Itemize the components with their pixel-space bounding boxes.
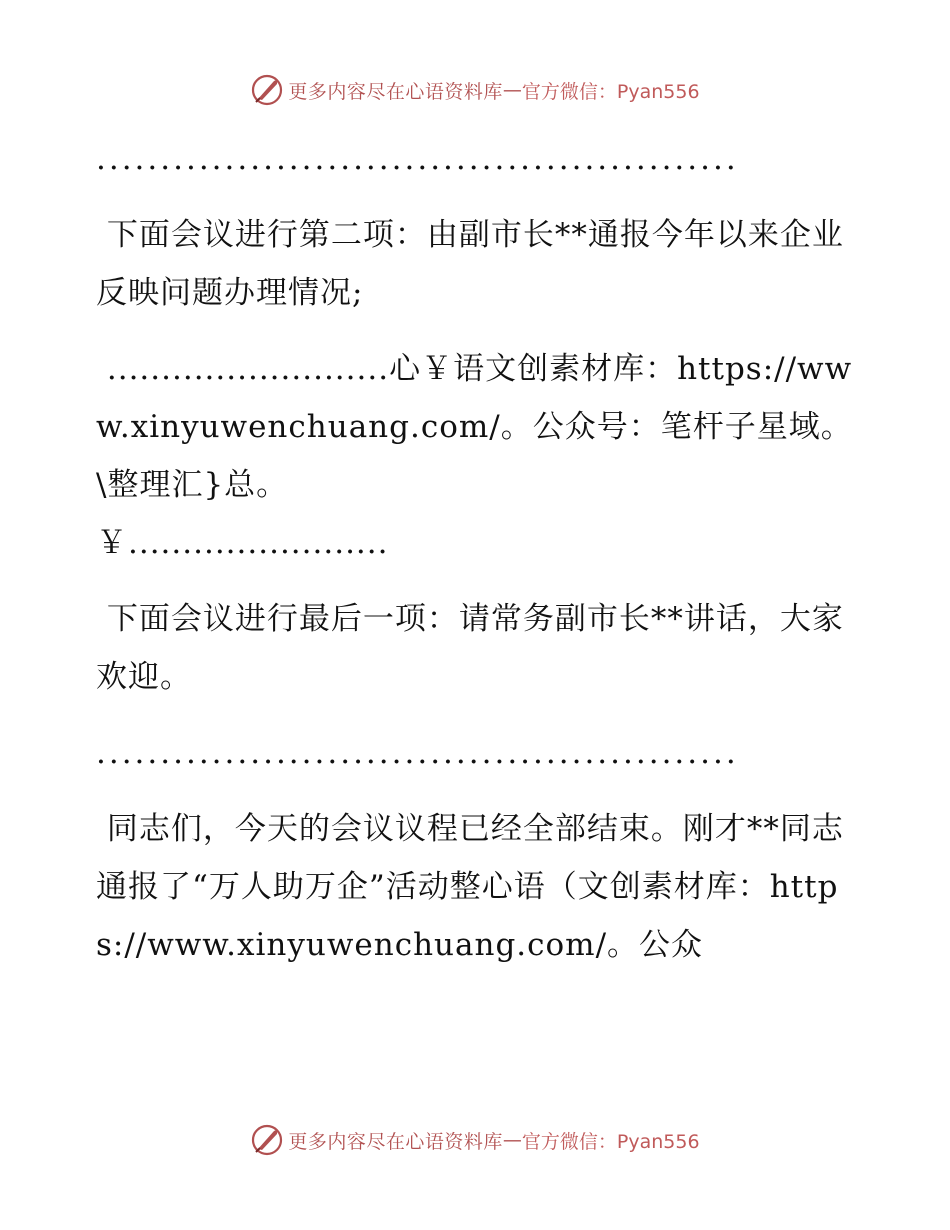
header-banner (0, 70, 950, 110)
footer-text: 更多内容尽在心语资料库 (288, 1130, 503, 1153)
paragraph-watermark: ..........................心￥语文创素材库：https://www.xinyuwenchuang.com/。公众号：笔杆子星域。\整理汇}总。 (96, 351, 853, 503)
quill-pen-logo-icon (250, 1123, 284, 1157)
dots-line-1: .................................................. (96, 141, 739, 177)
document-body (96, 130, 856, 978)
paragraph-final-item: 下面会议进行最后一项：请常务副市长**讲话，大家欢迎。 (96, 601, 844, 695)
footer-account: 官方微信：Pyan556 (521, 1130, 700, 1153)
footer-banner (0, 1120, 950, 1160)
quill-pen-logo-icon (250, 73, 284, 107)
header-account: 官方微信：Pyan556 (521, 80, 700, 103)
dots-line-2: .................................................. (96, 735, 739, 771)
header-text: 更多内容尽在心语资料库 (288, 80, 503, 103)
paragraph-item-two: 下面会议进行第二项：由副市长**通报今年以来企业反映问题办理情况; (96, 217, 844, 311)
header-separator: — (502, 79, 522, 101)
paragraph-watermark-tail: ￥........................ (96, 525, 389, 561)
footer-separator: — (502, 1129, 522, 1151)
paragraph-closing: 同志们，今天的会议议程已经全部结束。刚才**同志通报了“万人助万企”活动整心语（文创素材库：https://www.xinyuwenchuang.com/。公众 (96, 811, 844, 963)
